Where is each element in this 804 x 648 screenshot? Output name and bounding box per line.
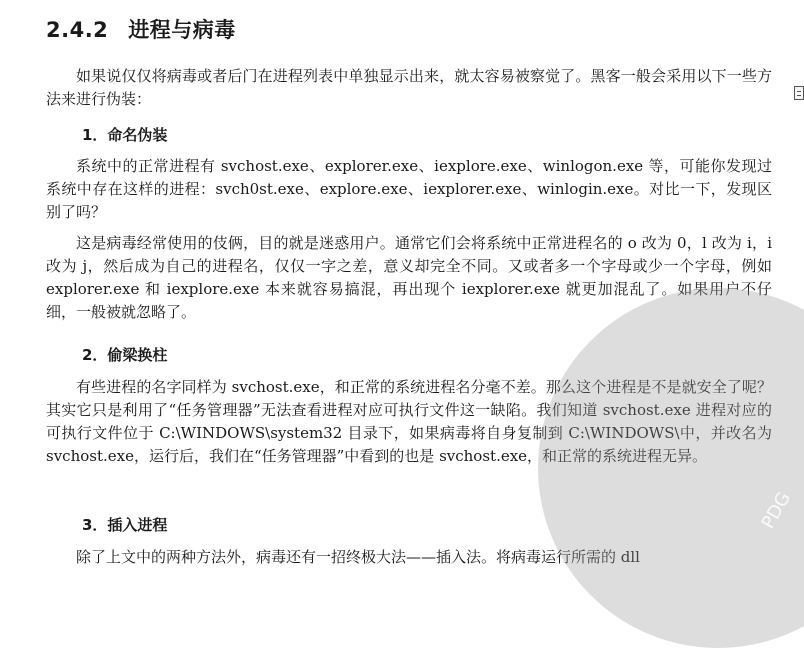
watermark-seal [538,288,804,648]
subsection-heading-1: 1．命名伪装 [82,126,168,144]
paragraph-injection: 除了上文中的两种方法外，病毒还有一招终极大法——插入法。将病毒运行所需的 dll [76,548,640,566]
intro-paragraph: 如果说仅仅将病毒或者后门在进程列表中单独显示出来，就太容易被察觉了。黑客一般会采用以下一些方法来进行伪装： [46,67,772,108]
section-title-text: 进程与病毒 [128,18,236,42]
paragraph-naming-2: 这是病毒经常使用的伎俩，目的就是迷惑用户。通常它们会将系统中正常进程名的 o 改为 0，l 改为 i，i 改为 j，然后成为自己的进程名，仅仅一字之差，意义却完全不同。又或者多一个字母或少一个字母，例如 explorer.exe 和 iexplore.exe 本来就容易搞混，再出现个 iexplorer.exe 就更加混乱了。如果用户不仔细，一般被就忽略了。 [46,234,772,321]
subsection-heading-2: 2．偷梁换柱 [82,346,168,364]
section-number: 2.4.2 [46,18,109,42]
section-title [46,14,236,44]
watermark-text: PDG [757,488,796,533]
paragraph-naming-1: 系统中的正常进程有 svchost.exe、explorer.exe、iexplore.exe、winlogon.exe 等，可能你发现过系统中存在这样的进程：svch0st.exe、explore.exe、iexplorer.exe、winlogin.exe。对比一下，发现区别了吗？ [46,157,772,221]
subsection-heading-3: 3．插入进程 [82,516,168,534]
side-tab-icon [794,86,804,100]
paragraph-substitution: 有些进程的名字同样为 svchost.exe，和正常的系统进程名分毫不差。那么这个进程是不是就安全了呢？其实它只是利用了“任务管理器”无法查看进程对应可执行文件这一缺陷。我们知道 svchost.exe 进程对应的可执行文件位于 C:\WINDOWS\system32 目录下，如果病毒将自身复制到 C:\WINDOWS\中，并改名为 svchost.exe，运行后，我们在“任务管理器”中看到的也是 svchost.exe，和正常的系统进程无异。 [46,378,772,465]
